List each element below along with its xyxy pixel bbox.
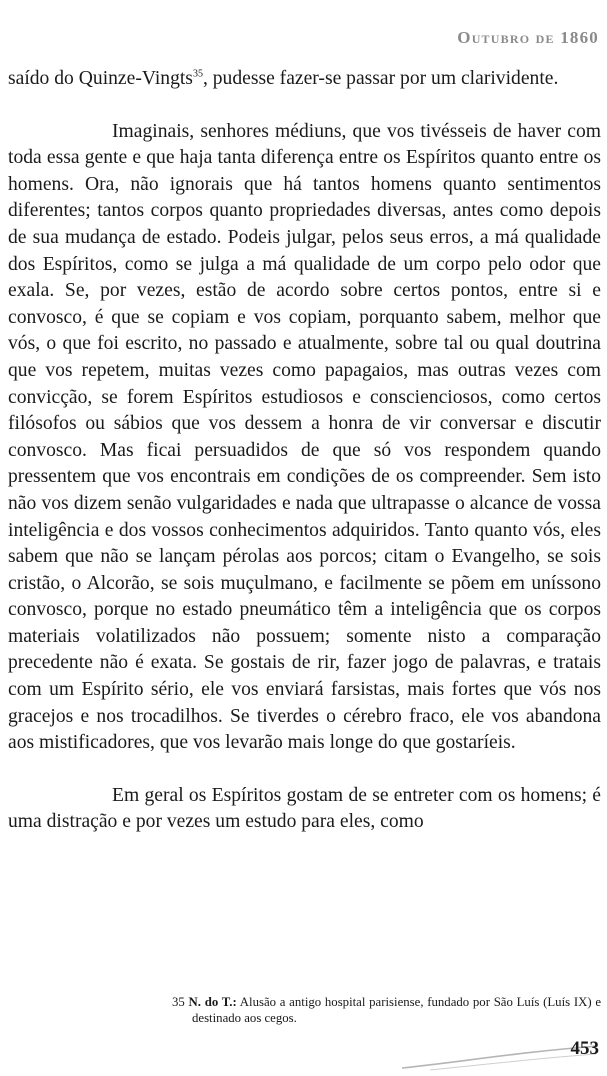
paragraph-1-text-end: , pudesse fazer-se passar por um clarividente. [202,68,559,89]
footnote-text: Alusão a antigo hospital parisiense, fundado por São Luís (Luís IX) e destinado aos cegos. [192,995,602,1025]
paragraph-1 [8,66,601,93]
paragraph-2: Imaginais, senhores médiuns, que vos tivésseis de haver com toda essa gente e que haja tanta diferença entre os Espíritos quanto entre os homens. Ora, não ignorais que há tantos homens quanto sentimentos diferentes; tantos corpos quanto propriedades diversas, antes como depois de sua mudança de estado. Podeis julgar, pelos seus erros, a má qualidade dos Espíritos, como se julga a má qualidade de um corpo pelo odor que exala. Se, por vezes, estão de acordo sobre certos pontos, entre si e convosco, é que se copiam e vos copiam, porquanto sabem, melhor que vós, o que foi escrito, no passado e atualmente, sobre tal ou qual doutrina que vos repetem, muitas vezes como papagaios, mas outras vezes com convicção, se forem Espíritos estudiosos e conscienciosos, como certos filósofos ou sábios que vos dessem a honra de vir conversar e discutir convosco. Mas ficai persuadidos de que só vos respondem quando pressentem que vos encontrais em condições de os compreender. Sem isto não vos dizem senão vulgaridades e nada que ultrapasse o alcance de vossa inteligência e dos vossos conhecimentos adquiridos. Tanto quanto vós, eles sabem que não se lançam pérolas aos porcos; citam o Evangelho, se sois cristão, o Alcorão, se sois muçulmano, e facilmente se põem em uníssono convosco, porque no estado pneumático têm a inteligência que os corpos materiais volatilizados não possuem; somente nisto a comparação precedente não é exata. Se gostais de rir, fazer jogo de palavras, e tratais com um Espírito sério, ele vos enviará farsistas, mais fortes que vós nos gracejos e nos trocadilhos. Se tiverdes o cérebro fraco, ele vos abandona aos mistificadores, que vos levarão mais longe do que gostaríeis. [8,120,601,754]
footnote-reference[interactable]: 35 [192,68,203,80]
paragraph-1-text: saído do Quinze-Vingts [8,68,193,89]
footnote [172,995,601,1026]
paragraph-3: Em geral os Espíritos gostam de se entreter com os homens; é uma distração e por vezes um estudo para eles, como [8,784,601,833]
body-text [8,66,601,836]
page-number: 453 [570,1038,599,1059]
running-head: Outubro de 1860 [457,28,599,47]
footnote-number: 35 [172,995,185,1009]
footnote-label: N. do T.: [188,995,237,1009]
